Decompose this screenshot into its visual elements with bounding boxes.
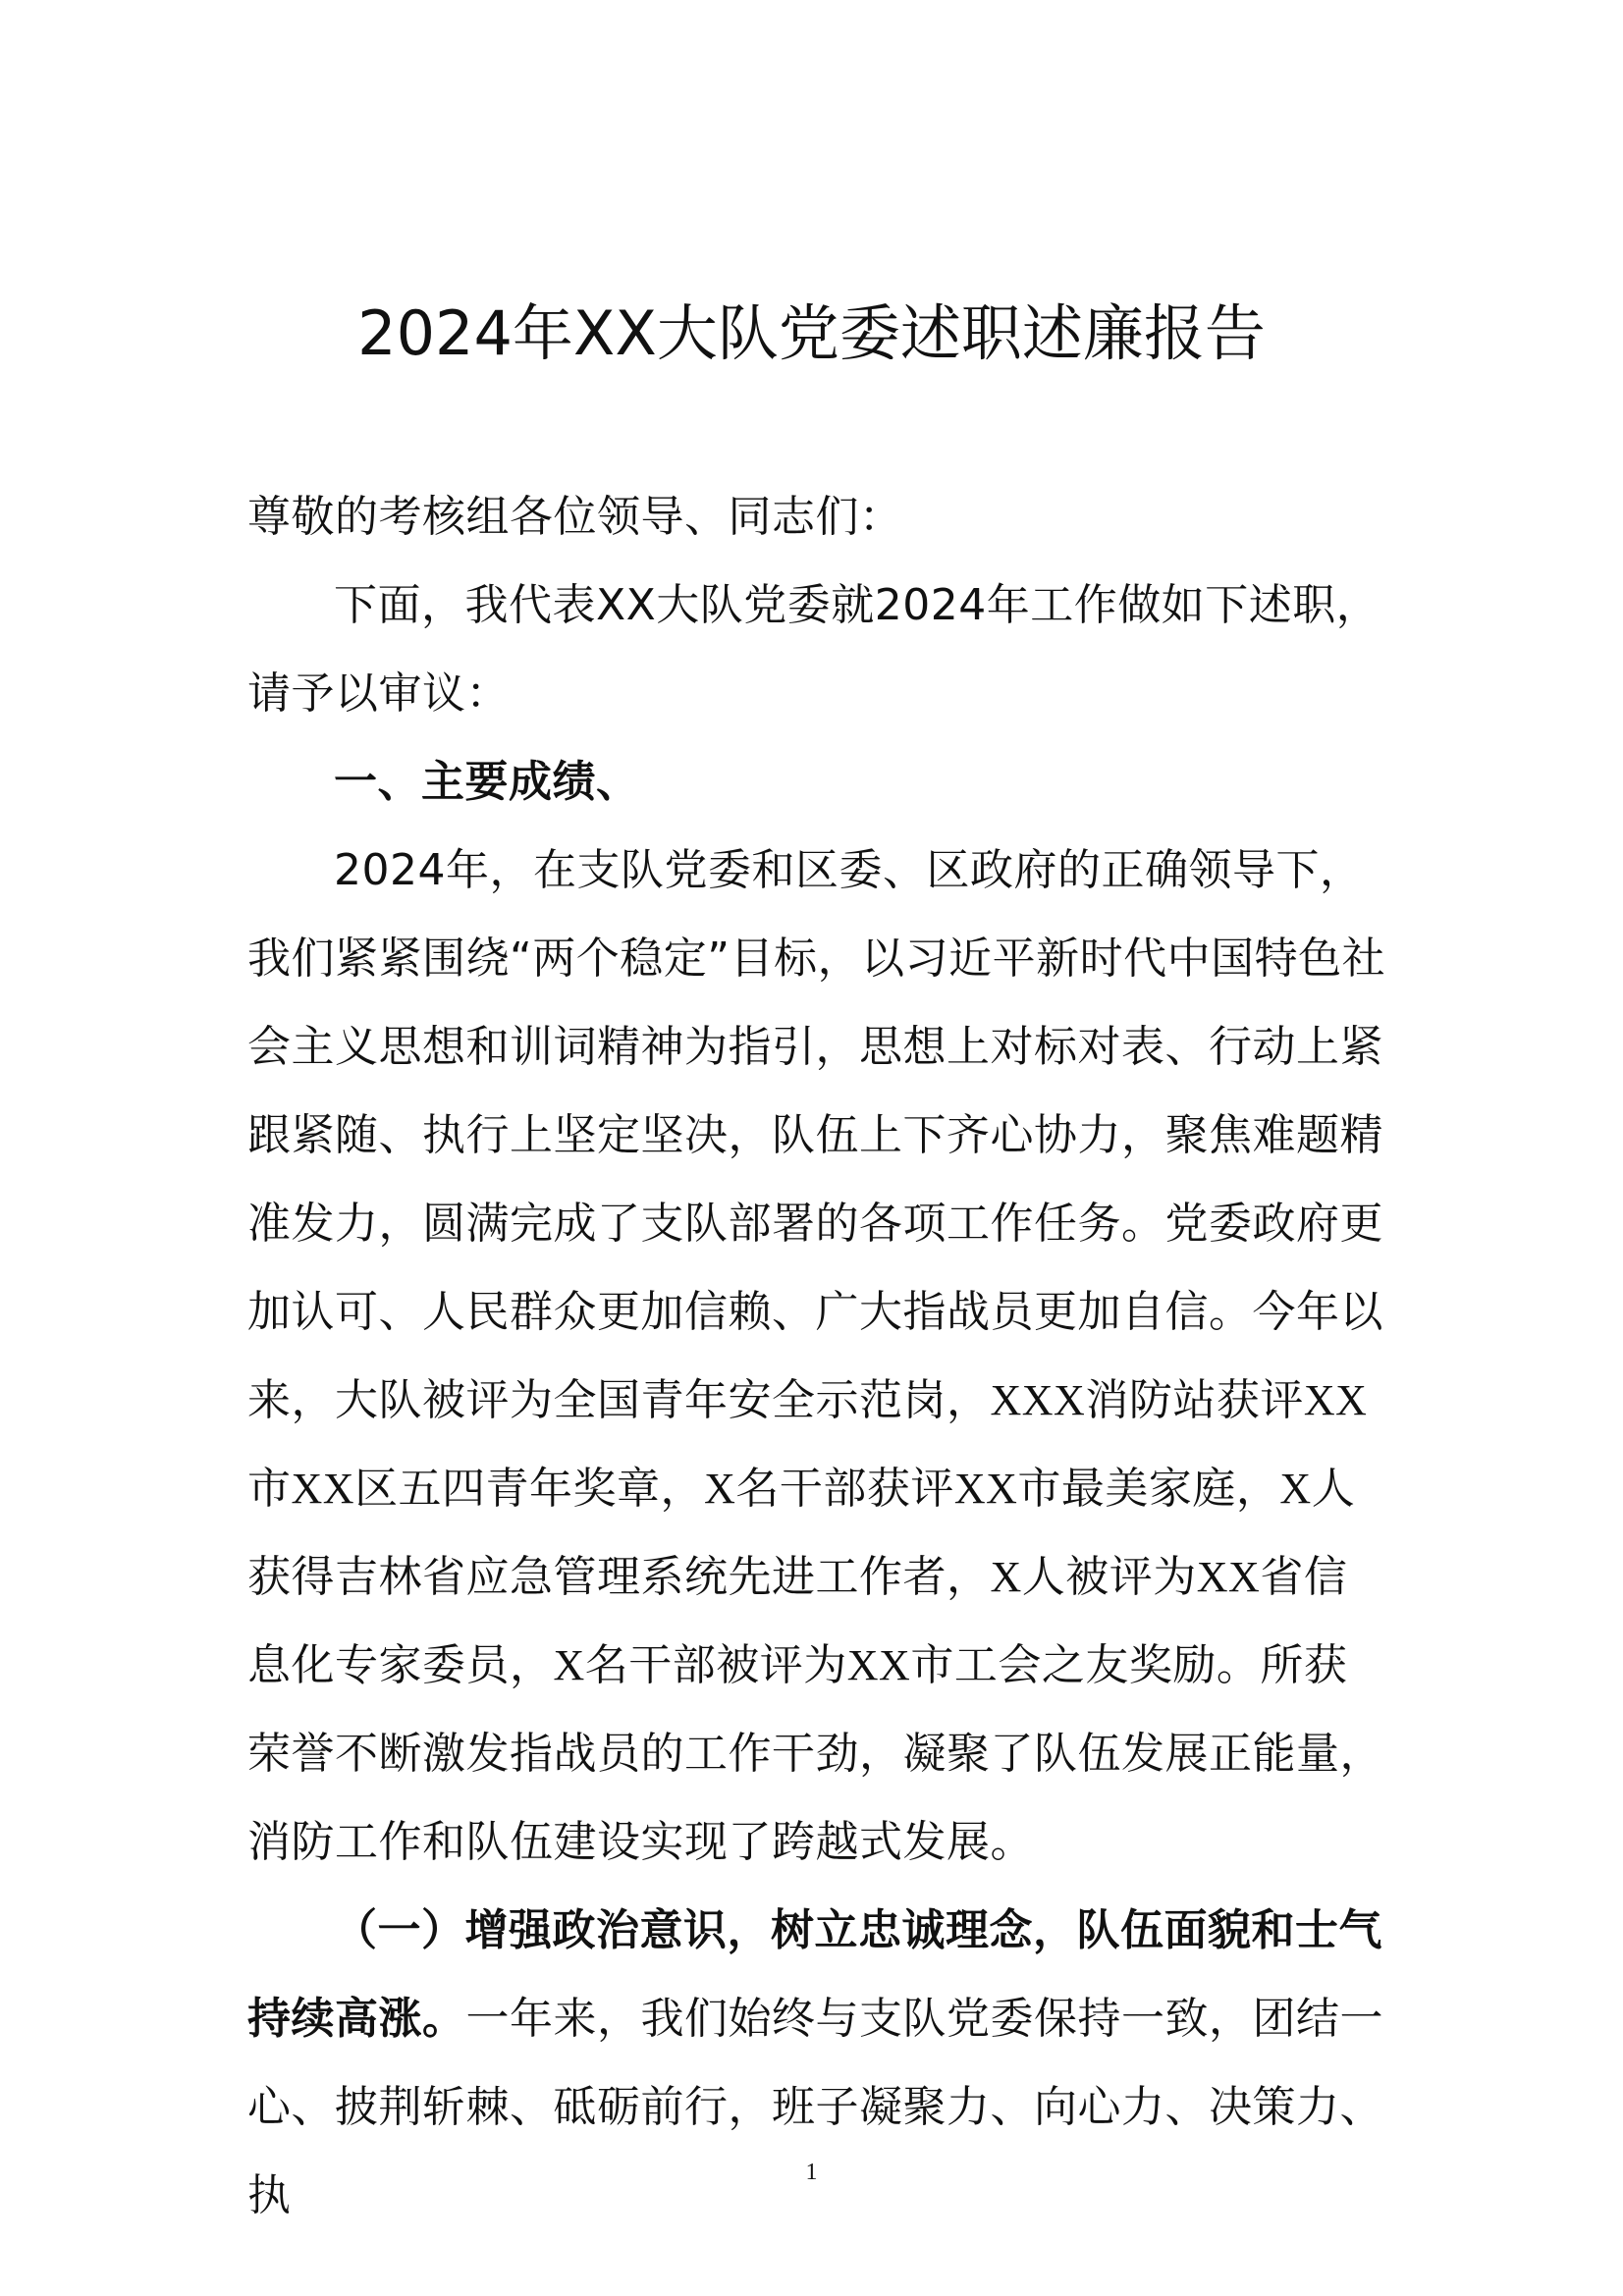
placeholder-text: XX (291, 1465, 355, 1513)
text-run: 名干部被评为 (584, 1640, 847, 1690)
text-run: 消防站获评 (1085, 1375, 1304, 1425)
placeholder-text: X (990, 1553, 1022, 1601)
text-run: 人被评为 (1021, 1552, 1197, 1602)
subsection-heading: （一）增强政治意识，树立忠诚理念，队伍面貌和士气持续高涨。 (247, 1905, 1382, 2044)
placeholder-text: XX (1196, 1553, 1261, 1601)
placeholder-text: XX (953, 1465, 1018, 1513)
text-run: 2024年，在支队党委和区委、区政府的正确领导下，我们紧紧围绕“两个稳定”目标，以习近平新时代中国特色社会主义思想和训词精神为指引，思想上对标对表、行动上紧跟紧随、执行上坚定坚决，队伍上下齐心协力，聚焦难题精准发力，圆满完成了支队部署的各项工作任务。党委政府更加认可、人民群众更加信赖、广大指战员更加自信。今年以来，大队被评为全国青年安全示范岗， (247, 845, 1386, 1425)
text-run: 省信息化专家委员， (247, 1552, 1348, 1690)
political-awareness-paragraph (247, 1887, 1388, 2240)
placeholder-text: X (1279, 1465, 1312, 1513)
document-title: 2024年XX大队党委述职述廉报告 (357, 297, 1266, 369)
text-run: 一年来，我们始终与支队党委保持一致，团结一心、披荆斩棘、砥砺前行，班子凝聚力、向心力、决策力、执 (247, 1994, 1383, 2220)
page-number: 1 (805, 2160, 818, 2185)
placeholder-text: XX (1303, 1376, 1368, 1424)
salutation: 尊敬的考核组各位领导、同志们： (247, 492, 903, 542)
placeholder-text: X (553, 1641, 585, 1689)
text-run: 人获得吉林省应急管理系统先进工作者， (247, 1464, 1356, 1602)
section-heading-main-achievements: 一、主要成绩、 (334, 757, 640, 807)
text-run: 区五四青年奖章， (354, 1464, 705, 1514)
placeholder-text: XXX (990, 1376, 1086, 1424)
intro-paragraph: 下面，我代表XX大队党委就2024年工作做如下述职，请予以审议： (247, 580, 1380, 719)
text-run: 市 (247, 1464, 292, 1514)
document-body (247, 473, 1388, 2240)
placeholder-text: XX (846, 1641, 911, 1689)
achievements-paragraph (247, 827, 1388, 1887)
placeholder-text: X (704, 1465, 736, 1513)
text-run: 市最美家庭， (1017, 1464, 1280, 1514)
text-run: 市工会之友奖励。所获荣誉不断激发指战员的工作干劲，凝聚了队伍发展正能量，消防工作和队伍建设实现了跨越式发展。 (247, 1640, 1383, 1867)
text-run: 名干部获评 (735, 1464, 954, 1514)
